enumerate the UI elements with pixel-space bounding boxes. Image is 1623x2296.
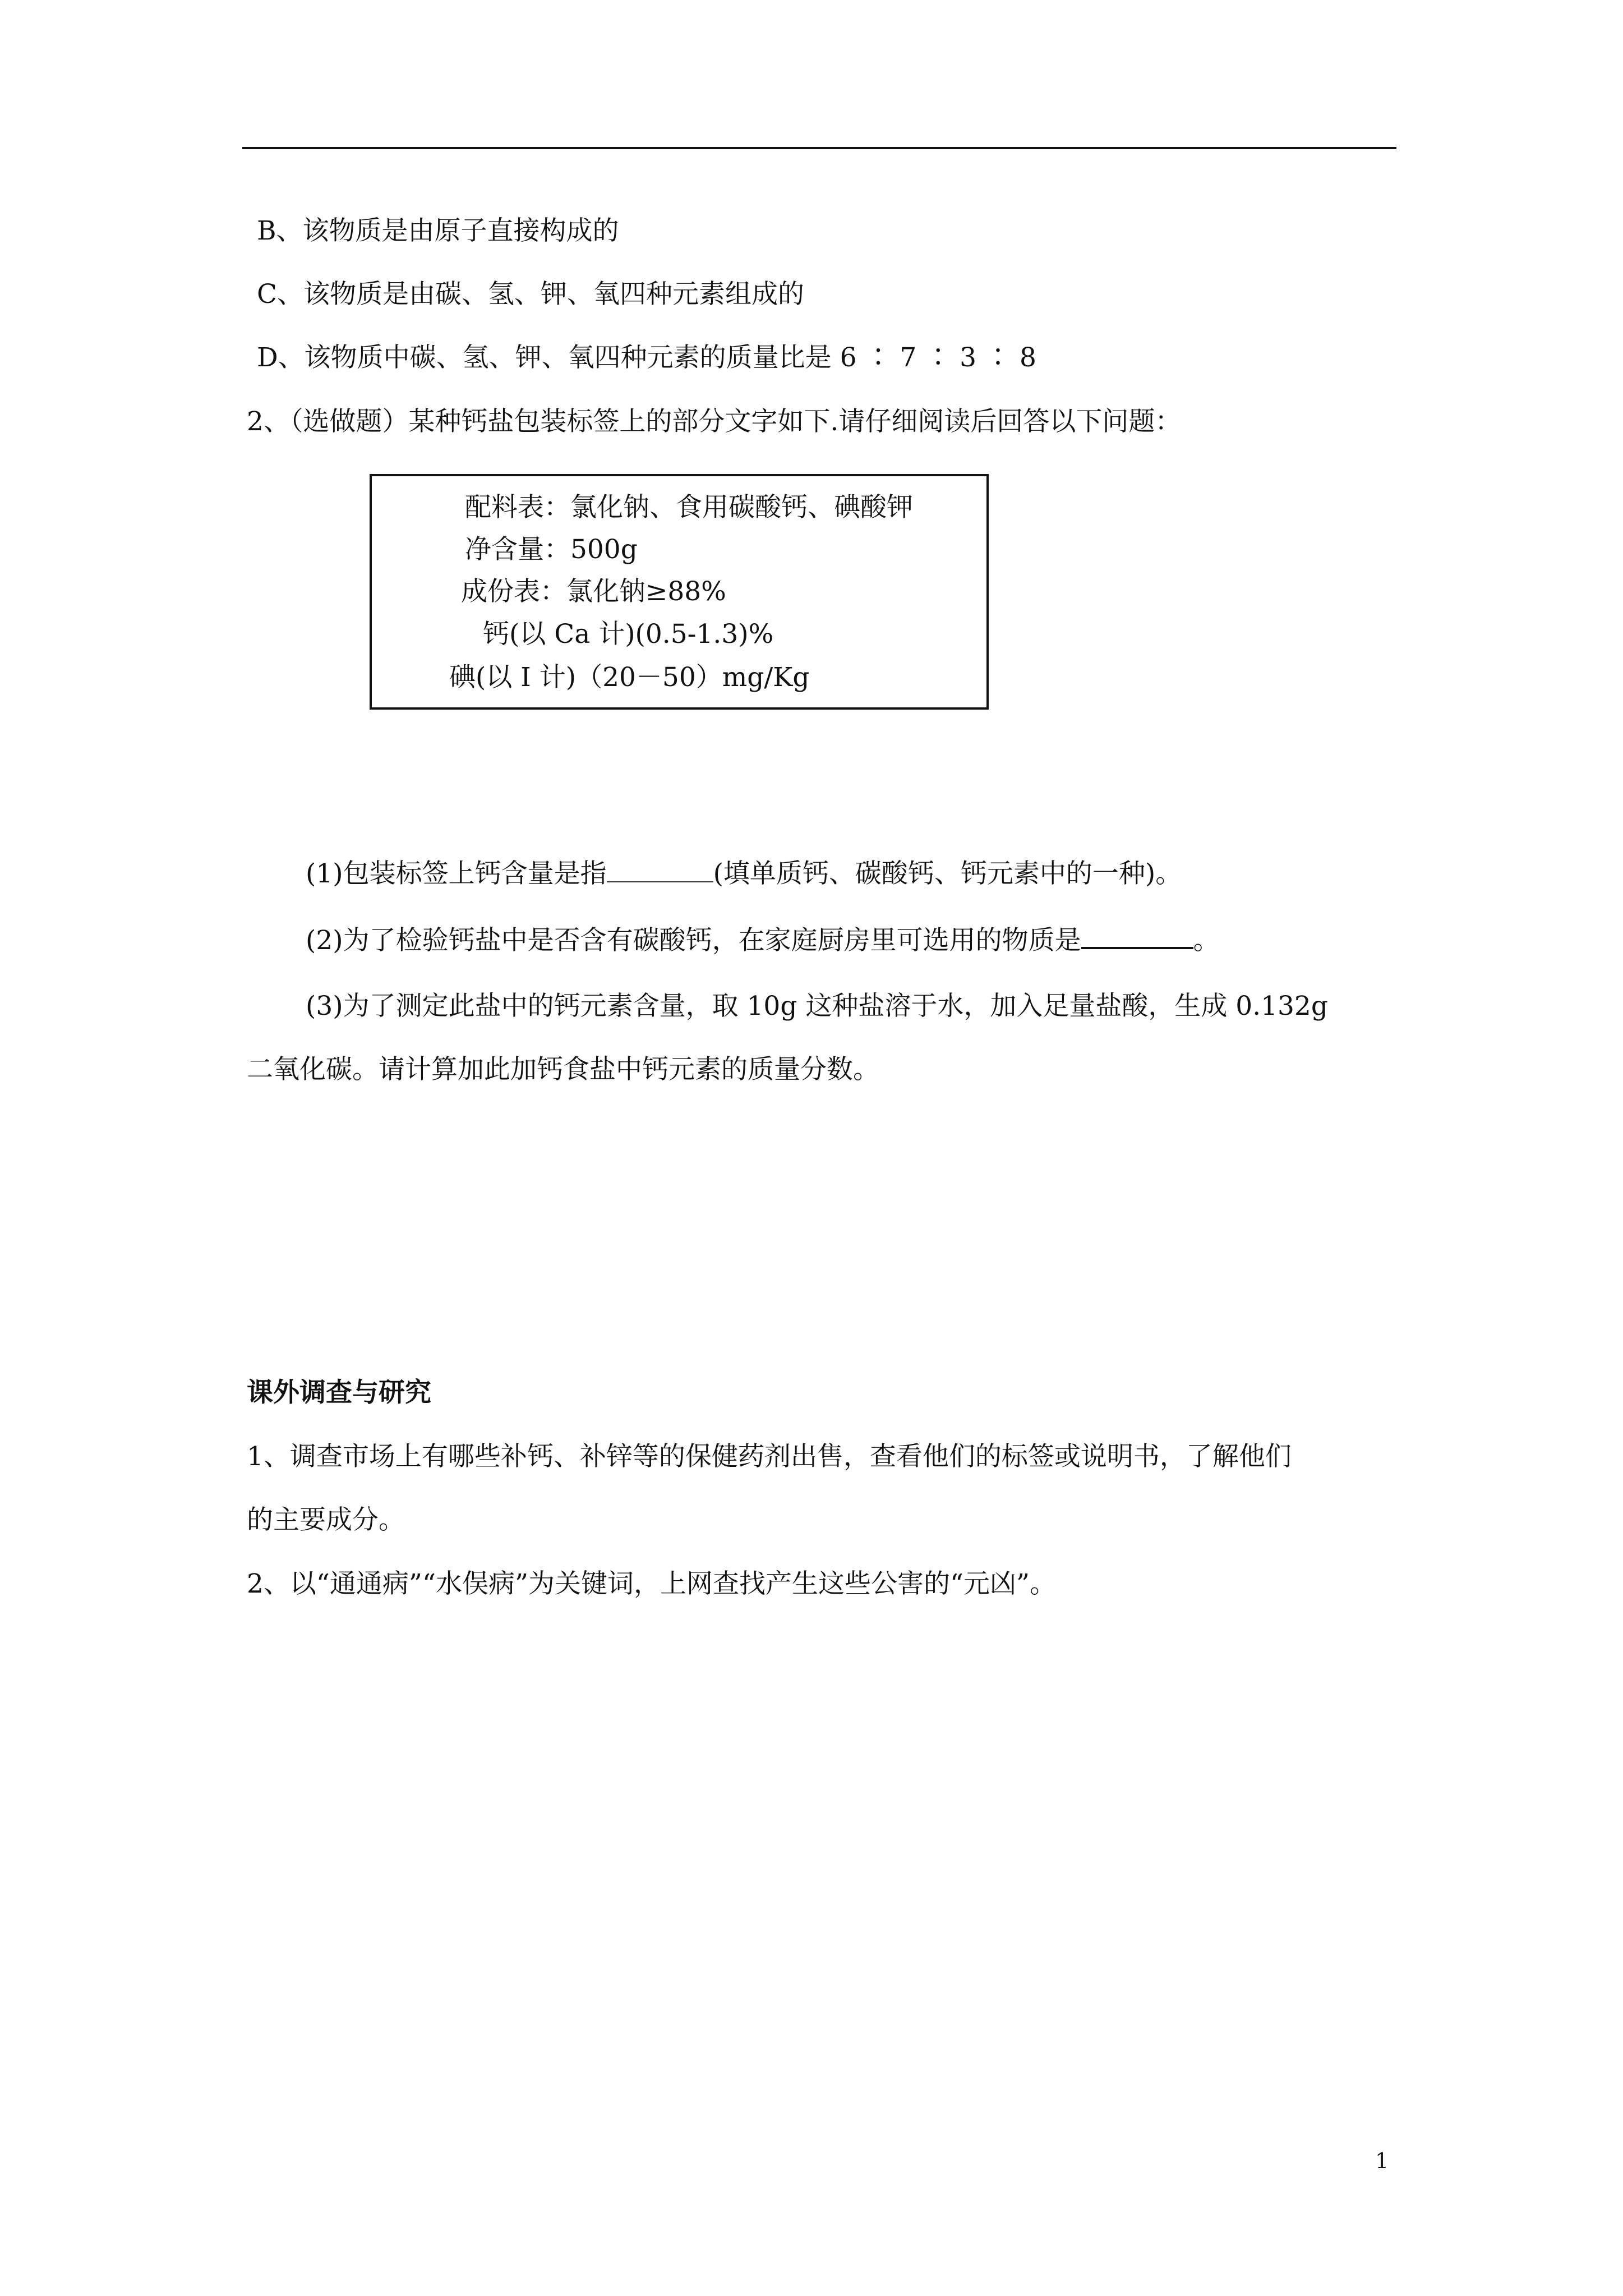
label-ingredients: 配料表：氯化钠、食用碳酸钙、碘酸钾 (465, 492, 913, 523)
subquestion-2-text: (2)为了检验钙盐中是否含有碳酸钙，在家庭厨房里可选用的物质是 (306, 925, 1081, 956)
question2-intro: 2、（选做题）某种钙盐包装标签上的部分文字如下.请仔细阅读后回答以下问题： (247, 406, 1182, 437)
option-c: C、该物质是由碳、氢、钾、氧四种元素组成的 (257, 279, 804, 310)
header-rule (242, 147, 1396, 149)
subquestion-2 (306, 924, 1220, 958)
option-d: D、该物质中碳、氢、钾、氧四种元素的质量比是 6 ∶ 7 ∶ 3 ∶ 8 (257, 342, 1036, 373)
subquestion-1 (306, 857, 1182, 891)
subquestion-3-line1: (3)为了测定此盐中的钙元素含量，取 10g 这种盐溶于水，加入足量盐酸，生成 0.132g (306, 991, 1328, 1022)
section-heading: 课外调查与研究 (247, 1377, 431, 1408)
label-composition: 成份表：氯化钠≥88% (461, 576, 726, 607)
subquestion-3-line2: 二氧化碳。请计算加此加钙食盐中钙元素的质量分数。 (247, 1054, 879, 1085)
subquestion-1-text: (1)包装标签上钙含量是指 (306, 858, 607, 889)
extracurricular-item-1-line2: 的主要成分。 (247, 1504, 405, 1535)
extracurricular-item-1-line1: 1、调查市场上有哪些补钙、补锌等的保健药剂出售，查看他们的标签或说明书，了解他们 (247, 1441, 1292, 1472)
subquestion-1-hint: (填单质钙、碳酸钙、钙元素中的一种)。 (713, 858, 1182, 889)
page-number: 1 (1375, 2148, 1389, 2173)
subquestion-2-end: 。 (1193, 925, 1220, 956)
option-b: B、该物质是由原子直接构成的 (257, 215, 619, 246)
label-iodine: 碘(以 I 计)（20－50）mg/Kg (449, 662, 810, 693)
answer-blank-2[interactable] (1081, 924, 1193, 949)
answer-blank-1[interactable] (607, 859, 713, 882)
extracurricular-item-2: 2、以“通通病”“水俣病”为关键词，上网查找产生这些公害的“元凶”。 (247, 1568, 1057, 1599)
label-calcium: 钙(以 Ca 计)(0.5-1.3)% (483, 619, 774, 650)
label-net-content: 净含量：500g (465, 534, 638, 565)
